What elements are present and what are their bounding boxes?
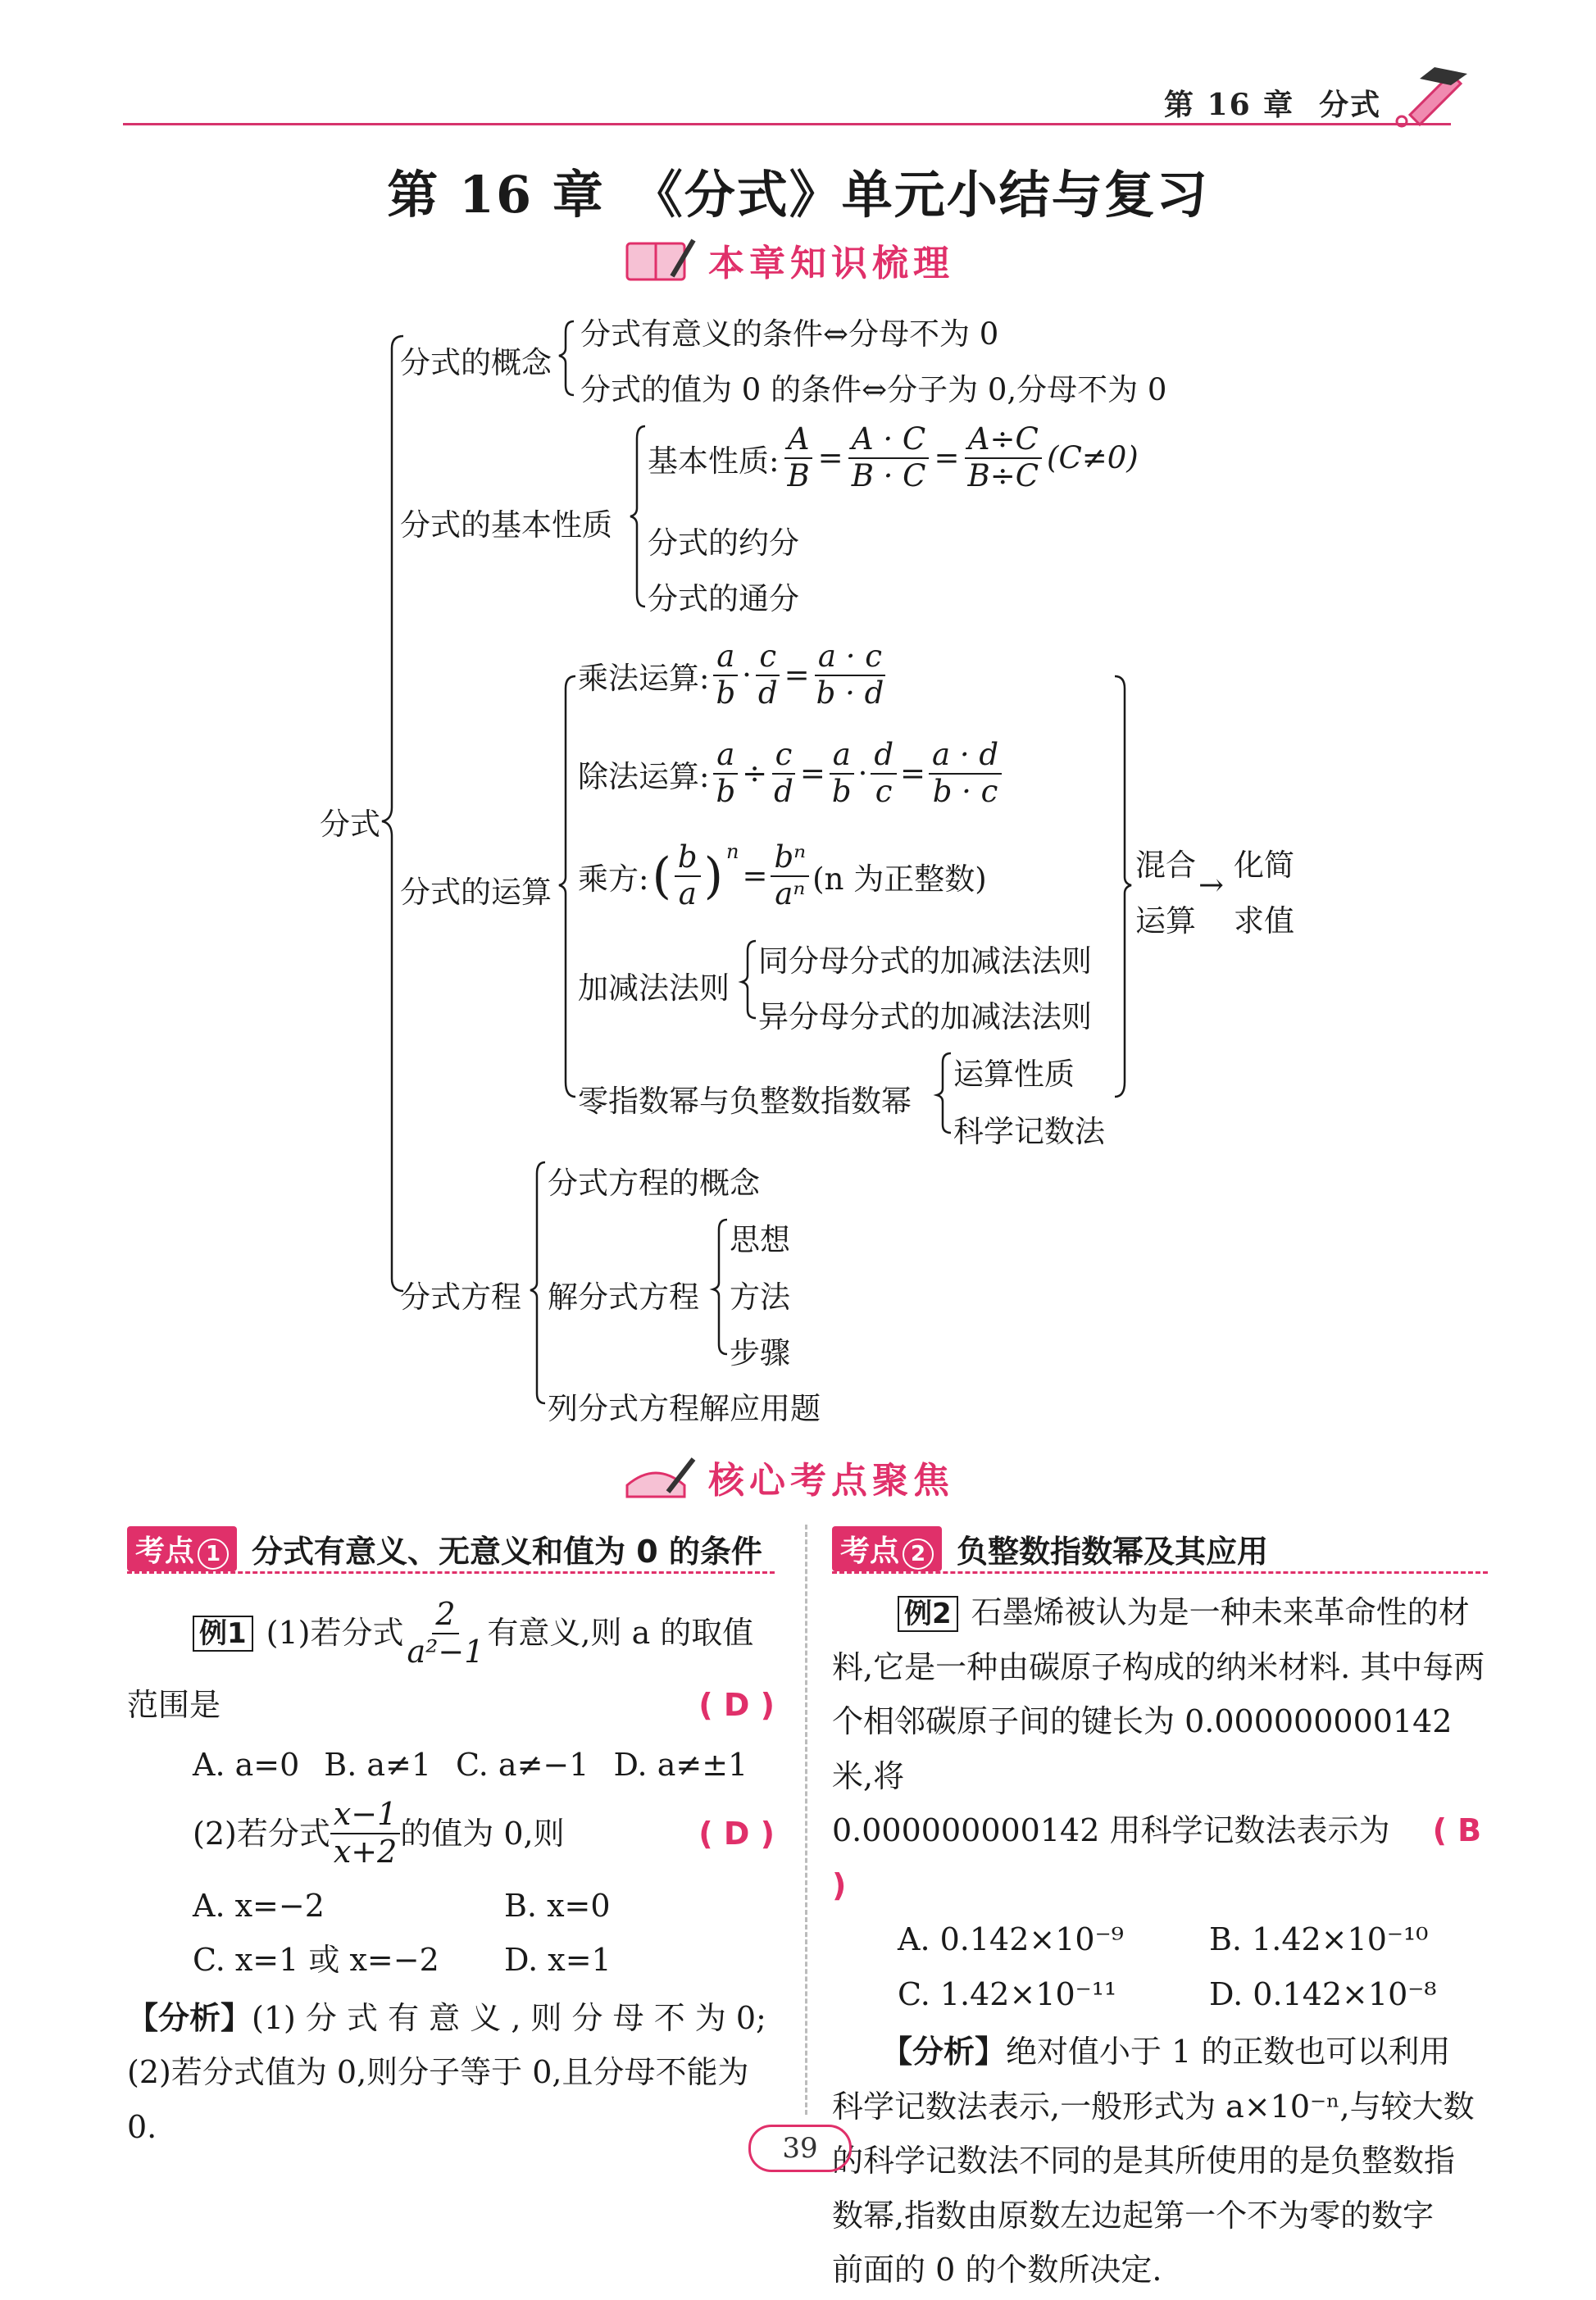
q2-text-a: (2)若分式 bbox=[193, 1815, 330, 1852]
q1-option-d: D. a≠±1 bbox=[613, 1746, 748, 1783]
basic-prefix: 基本性质: bbox=[648, 443, 780, 479]
book-pencil-icon bbox=[623, 1452, 697, 1502]
example-1-label: 例1 bbox=[193, 1616, 253, 1652]
analysis-label: 【分析】 bbox=[881, 2034, 1007, 2070]
tree-solve-item-2: 方法 bbox=[730, 1280, 790, 1315]
mixed-label-1: 混合 bbox=[1135, 848, 1196, 883]
fraction: $\frac{d}{c}$ bbox=[871, 738, 897, 809]
div-prefix: 除法运算: bbox=[578, 758, 710, 794]
analysis-2-line4: 数幂,指数由原数左边起第一个不为零的数字 bbox=[832, 2197, 1435, 2234]
page-title: 第 16 章 《分式》单元小结与复习 bbox=[387, 165, 1209, 225]
topic-2-heading bbox=[832, 1526, 1488, 1574]
tree-add-item-2: 异分母分式的加减法法则 bbox=[758, 999, 1092, 1034]
column-divider bbox=[805, 1525, 807, 2115]
tree-solve-item-3: 步骤 bbox=[730, 1335, 790, 1370]
mixed-label-2: 运算 bbox=[1135, 903, 1196, 939]
tree-reduce: 分式的约分 bbox=[648, 525, 799, 561]
basic-property-formula: 基本性质: $\frac{A}{B}$ = $\frac{A \cdot C}{B \cdot C}$ = $\frac{A\div C}{B\div C}$ (C≠0) bbox=[648, 421, 1139, 493]
topic-2-title: 负整数指数幂及其应用 bbox=[957, 1534, 1269, 1570]
banner-knowledge-label: 本章知识梳理 bbox=[708, 243, 954, 284]
ex2-line4: 0.000000000142 用科学记数法表示为 bbox=[832, 1812, 1390, 1848]
ex2-option-c: C. 1.42×10⁻¹¹ bbox=[898, 1975, 1117, 2012]
q1-option-c: C. a≠−1 bbox=[456, 1746, 589, 1783]
pow-prefix: 乘方: bbox=[578, 861, 649, 897]
pow-exponent: n bbox=[726, 840, 739, 863]
banner-core-label: 核心考点聚焦 bbox=[708, 1460, 954, 1502]
ex2-option-a: A. 0.142×10⁻⁹ bbox=[898, 1921, 1124, 1957]
q2-text-b: 的值为 0,则 bbox=[400, 1815, 565, 1852]
tree-concept-item-1: 分式有意义的条件⇔分母不为 0 bbox=[580, 316, 999, 352]
mixed-arrow: → bbox=[1198, 867, 1225, 902]
ex2-answer: ( B ) bbox=[832, 1812, 1482, 1903]
ex2-option-d: D. 0.142×10⁻⁸ bbox=[1209, 1975, 1437, 2012]
topic-1-heading bbox=[127, 1526, 775, 1574]
analysis-1-line1: (1) 分 式 有 意 义 , 则 分 母 不 为 0; bbox=[252, 1999, 766, 2036]
q1-option-a: A. a=0 bbox=[193, 1746, 300, 1783]
tree-add-item-1: 同分母分式的加减法法则 bbox=[758, 943, 1092, 979]
right-column bbox=[832, 1526, 1488, 2298]
tree-exp-item-2: 科学记数法 bbox=[953, 1114, 1105, 1149]
topic-badge: 考点 2 bbox=[832, 1526, 942, 1571]
mul-formula: 乘法运算: $\frac{a}{b}$ · $\frac{c}{d}$ = $\frac{a \cdot c}{b \cdot d}$ bbox=[578, 639, 887, 711]
tree-concept-item-2: 分式的值为 0 的条件⇔分子为 0,分母不为 0 bbox=[580, 372, 1167, 407]
q1-options bbox=[127, 1738, 775, 1793]
analysis-label: 【分析】 bbox=[127, 1999, 252, 2036]
ex2-option-b: B. 1.42×10⁻¹⁰ bbox=[1209, 1921, 1429, 1957]
fraction: $\frac{a}{b}$ bbox=[829, 738, 855, 809]
analysis-1 bbox=[127, 1991, 775, 2155]
tree-eq-concept: 分式方程的概念 bbox=[548, 1166, 760, 1201]
div-formula: 除法运算: $\frac{a}{b}$ ÷ $\frac{c}{d}$ = $\frac{a}{b}$ · $\frac{d}{c}$ = $\frac{a \cdot d}{b \cdot c}$ bbox=[578, 738, 1002, 809]
tree-property-label: 分式的基本性质 bbox=[400, 507, 612, 543]
q1-option-b: B. a≠1 bbox=[324, 1746, 432, 1783]
mul-prefix: 乘法运算: bbox=[578, 660, 710, 696]
tree-root: 分式 bbox=[320, 807, 380, 842]
fraction: $\frac{c}{d}$ bbox=[755, 639, 781, 711]
analysis-2-line5: 前面的 0 的个数所决定. bbox=[832, 2252, 1162, 2288]
q2-option-b: B. x=0 bbox=[504, 1887, 611, 1924]
q1-text-a: (1)若分式 bbox=[266, 1615, 404, 1652]
tree-solve-item-1: 思想 bbox=[730, 1222, 790, 1257]
fraction: $\frac{A \cdot C}{B \cdot C}$ bbox=[848, 422, 930, 493]
section-banner-core bbox=[623, 1451, 954, 1503]
fraction: $\frac{A}{B}$ bbox=[784, 422, 812, 493]
fraction: $\frac{a}{b}$ bbox=[712, 639, 739, 711]
analysis-2-line3: 的科学记数法不同的是其所使用的是负整数指 bbox=[832, 2143, 1456, 2179]
fraction: $\frac{x-1}{x+2}$ bbox=[330, 1797, 400, 1870]
fraction: $\frac{a}{b}$ bbox=[712, 738, 739, 809]
ex2-options bbox=[832, 1912, 1488, 2021]
fraction: $\frac{a \cdot d}{b \cdot c}$ bbox=[929, 738, 1002, 809]
q2-option-d: D. x=1 bbox=[504, 1942, 612, 1979]
tree-eq-solve: 解分式方程 bbox=[548, 1280, 699, 1315]
result-simplify: 化简 bbox=[1234, 848, 1294, 883]
q2-answer: ( D ) bbox=[698, 1815, 775, 1852]
basic-cond: (C≠0) bbox=[1047, 440, 1139, 476]
q2-line bbox=[127, 1797, 775, 1870]
fraction: $\frac{c}{d}$ bbox=[771, 738, 797, 809]
tree-exp-item-1: 运算性质 bbox=[953, 1057, 1075, 1092]
q1-line1 bbox=[127, 1597, 775, 1670]
fraction: $\frac{a \cdot c}{b \cdot d}$ bbox=[816, 639, 884, 711]
analysis-2-line1: 绝对值小于 1 的正数也可以利用 bbox=[1006, 2034, 1451, 2070]
fraction: $\frac{A\div C}{B\div C}$ bbox=[965, 422, 1043, 493]
tree-eq-apply: 列分式方程解应用题 bbox=[548, 1391, 821, 1426]
q1-text-b: 有意义,则 a 的取值 bbox=[487, 1615, 754, 1652]
fraction: $\frac{\text{bⁿ}}{\text{aⁿ}}$ bbox=[771, 840, 809, 911]
q1-text-c: 范围是 bbox=[127, 1687, 221, 1724]
topic-badge: 考点 1 bbox=[127, 1526, 237, 1571]
tree-concept-label: 分式的概念 bbox=[400, 345, 552, 380]
pow-formula: 乘方: ( $\frac{b}{a}$ ) $^n$ = $\frac{\text{bⁿ}}{\text{aⁿ}}$ (n 为正整数) bbox=[578, 839, 987, 911]
tree-ops-label: 分式的运算 bbox=[400, 875, 552, 910]
topic-1-title: 分式有意义、无意义和值为 0 的条件 bbox=[252, 1534, 762, 1570]
tree-add-label: 加减法法则 bbox=[578, 970, 730, 1006]
header-topic: 分式 bbox=[1319, 88, 1382, 122]
q1-line2 bbox=[127, 1678, 775, 1733]
q2-options bbox=[127, 1879, 775, 1988]
analysis-2-line2: 科学记数法表示,一般形式为 a×10⁻ⁿ,与较大数 bbox=[832, 2088, 1475, 2125]
q2-option-c: C. x=1 或 x=−2 bbox=[193, 1942, 439, 1979]
fraction: $\frac{2}{\text{a²−1}}$ bbox=[407, 1596, 484, 1670]
tree-exp-label: 零指数幂与负整数指数幂 bbox=[578, 1084, 912, 1119]
tree-eq-label: 分式方程 bbox=[400, 1280, 521, 1315]
header-chapter: 第 16 章 bbox=[1164, 88, 1295, 122]
q1-answer: ( D ) bbox=[698, 1687, 775, 1724]
q2-option-a: A. x=−2 bbox=[193, 1887, 325, 1924]
pow-cond: (n 为正整数) bbox=[812, 861, 987, 897]
page-number: 39 bbox=[748, 2125, 852, 2172]
tree-common: 分式的通分 bbox=[648, 581, 799, 616]
analysis-2 bbox=[832, 2025, 1488, 2298]
ex2-line2: 料,它是一种由碳原子构成的纳米材料. 其中每两 bbox=[832, 1648, 1485, 1685]
ex2-line1: 石墨烯被认为是一种未来革命性的材 bbox=[971, 1594, 1470, 1630]
example-2-text bbox=[832, 1585, 1488, 1912]
analysis-1-line2: (2)若分式值为 0,则分子等于 0,且分母不能为 0. bbox=[127, 2054, 749, 2145]
result-evaluate: 求值 bbox=[1234, 903, 1294, 939]
example-2-label: 例2 bbox=[898, 1596, 958, 1632]
left-column bbox=[127, 1526, 775, 2154]
ex2-line3: 个相邻碳原子间的键长为 0.000000000142 米,将 bbox=[832, 1703, 1453, 1794]
fraction: $\frac{b}{a}$ bbox=[675, 840, 701, 911]
